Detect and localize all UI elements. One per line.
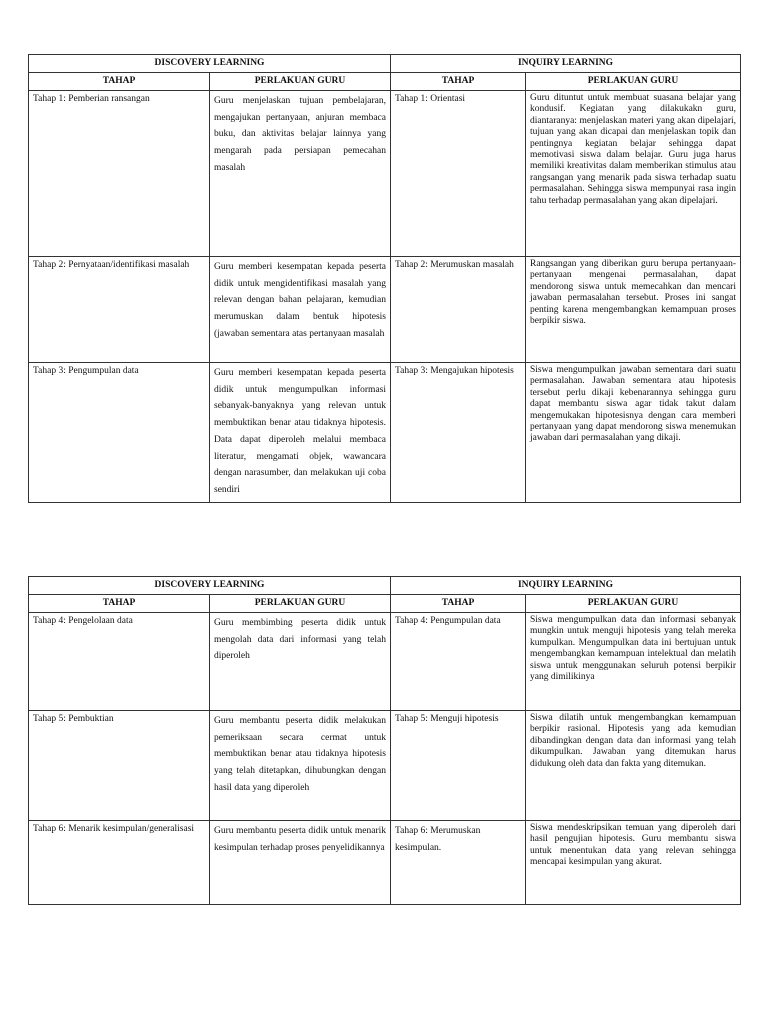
inquiry-teacher-cell: Siswa mendeskripsikan temuan yang diperoleh dari hasil pengujian hipotesis. Guru membantu siswa untuk menentukan data yang relevan sehingga mencapai kesimpulan yang akurat. [526,821,741,905]
inquiry-tahap-header: TAHAP [391,595,526,613]
inquiry-learning-header: INQUIRY LEARNING [391,577,741,595]
inquiry-perlakuan-header: PERLAKUAN GURU [526,595,741,613]
discovery-learning-header: DISCOVERY LEARNING [29,55,391,73]
table-row [29,821,741,905]
discovery-step-cell: Tahap 6: Menarik kesimpulan/generalisasi [29,821,210,905]
discovery-perlakuan-header: PERLAKUAN GURU [210,73,391,91]
comparison-table-1 [28,54,741,503]
discovery-teacher-cell: Guru membimbing peserta didik untuk mengolah data dari informasi yang telah diperoleh [210,613,391,711]
inquiry-step-cell: Tahap 5: Menguji hipotesis [391,711,526,821]
discovery-tahap-header: TAHAP [29,595,210,613]
discovery-teacher-cell: Guru menjelaskan tujuan pembelajaran, mengajukan pertanyaan, anjuran membaca buku, dan aktivitas belajar lainnya yang mengarah pada persiapan pemecahan masalah [210,91,391,257]
group-header-row [29,577,741,595]
discovery-step-cell: Tahap 3: Pengumpulan data [29,363,210,503]
column-header-row [29,73,741,91]
discovery-teacher-cell: Guru membantu peserta didik melakukan pemeriksaan secara cermat untuk membuktikan benar atau tidaknya hipotesis yang telah ditetapkan, dihubungkan dengan hasil data yang diperoleh [210,711,391,821]
discovery-teacher-cell: Guru membantu peserta didik untuk menarik kesimpulan terhadap proses penyelidikannya [210,821,391,905]
discovery-tahap-header: TAHAP [29,73,210,91]
inquiry-learning-header: INQUIRY LEARNING [391,55,741,73]
discovery-learning-header: DISCOVERY LEARNING [29,577,391,595]
inquiry-teacher-cell: Siswa mengumpulkan data dan informasi sebanyak mungkin untuk menguji hipotesis yang telah mereka kumpulkan. Mengumpulkan data ini bertujuan untuk mengembangkan kemampuan intelektual dan melatih siswa untuk menggunakan seluruh potensi berpikir yang dimilikinya [526,613,741,711]
table-row [29,363,741,503]
discovery-step-cell: Tahap 4: Pengelolaan data [29,613,210,711]
comparison-table-2 [28,576,741,905]
inquiry-teacher-cell: Siswa mengumpulkan jawaban sementara dari suatu permasalahan. Jawaban sementara atau hipotesis tersebut perlu dikaji kebenarannya sehingga guru dapat membantu siswa agar tidak takut dalam mengemukakan hipotesisnya dengan cara memberi pertanyaan yang dapat mendorong siswa menemukan jawaban dari permasalahan yang dikaji. [526,363,741,503]
group-header-row [29,55,741,73]
inquiry-step-cell: Tahap 6: Merumuskan kesimpulan. [391,821,526,905]
table-row [29,91,741,257]
discovery-teacher-cell: Guru memberi kesempatan kepada peserta didik untuk mengumpulkan informasi sebanyak-banyaknya yang relevan untuk membuktikan benar atau tidaknya hipotesis. Data dapat diperoleh melalui membaca literatur, mengamati objek, wawancara dengan narasumber, dan melakukan uji coba sendiri [210,363,391,503]
inquiry-step-cell: Tahap 4: Pengumpulan data [391,613,526,711]
inquiry-step-cell: Tahap 1: Orientasi [391,91,526,257]
inquiry-teacher-cell: Siswa dilatih untuk mengembangkan kemampuan berpikir rasional. Hipotesis yang ada kemudian dibandingkan dengan data dan informasi yang telah dikumpulkan. Jawaban yang ditemukan harus didukung oleh data dan fakta yang ditemukan. [526,711,741,821]
discovery-step-cell: Tahap 1: Pemberian ransangan [29,91,210,257]
inquiry-teacher-cell: Rangsangan yang diberikan guru berupa pertanyaan-pertanyaan mengenai permasalahan, dapat mendorong siswa untuk memecahkan dan mencari jawaban permasalahan tersebut. Proses ini sangat penting karena mengembangkan kemampuan proses berpikir siswa. [526,257,741,363]
inquiry-step-cell: Tahap 3: Mengajukan hipotesis [391,363,526,503]
table-row [29,613,741,711]
inquiry-tahap-header: TAHAP [391,73,526,91]
discovery-perlakuan-header: PERLAKUAN GURU [210,595,391,613]
inquiry-step-cell: Tahap 2: Merumuskan masalah [391,257,526,363]
discovery-step-cell: Tahap 5: Pembuktian [29,711,210,821]
table-row [29,257,741,363]
inquiry-perlakuan-header: PERLAKUAN GURU [526,73,741,91]
discovery-step-cell: Tahap 2: Pernyataan/identifikasi masalah [29,257,210,363]
discovery-teacher-cell: Guru memberi kesempatan kepada peserta didik untuk mengidentifikasi masalah yang relevan dengan bahan pelajaran, kemudian merumuskan dalam bentuk hipotesis (jawaban sementara atas pertanyaan masalah [210,257,391,363]
inquiry-teacher-cell: Guru dituntut untuk membuat suasana belajar yang kondusif. Kegiatan yang dilakukakn guru, diantaranya: menjelaskan materi yang akan dipelajari, tujuan yang akan dicapai dan menjelaskan topik dan pentingnya kegiatan belajar sehingga dapat memotivasi siswa dalam belajar. Guru juga harus memiliki kreativitas dalam memberikan stimulus atau rangsangan yang menarik pada siswa terhadap suatu permasalahan. Sehingga siswa mempunyai rasa ingin tahu terhadap permasalahan yang akan dipelajari. [526,91,741,257]
table-row [29,711,741,821]
column-header-row [29,595,741,613]
